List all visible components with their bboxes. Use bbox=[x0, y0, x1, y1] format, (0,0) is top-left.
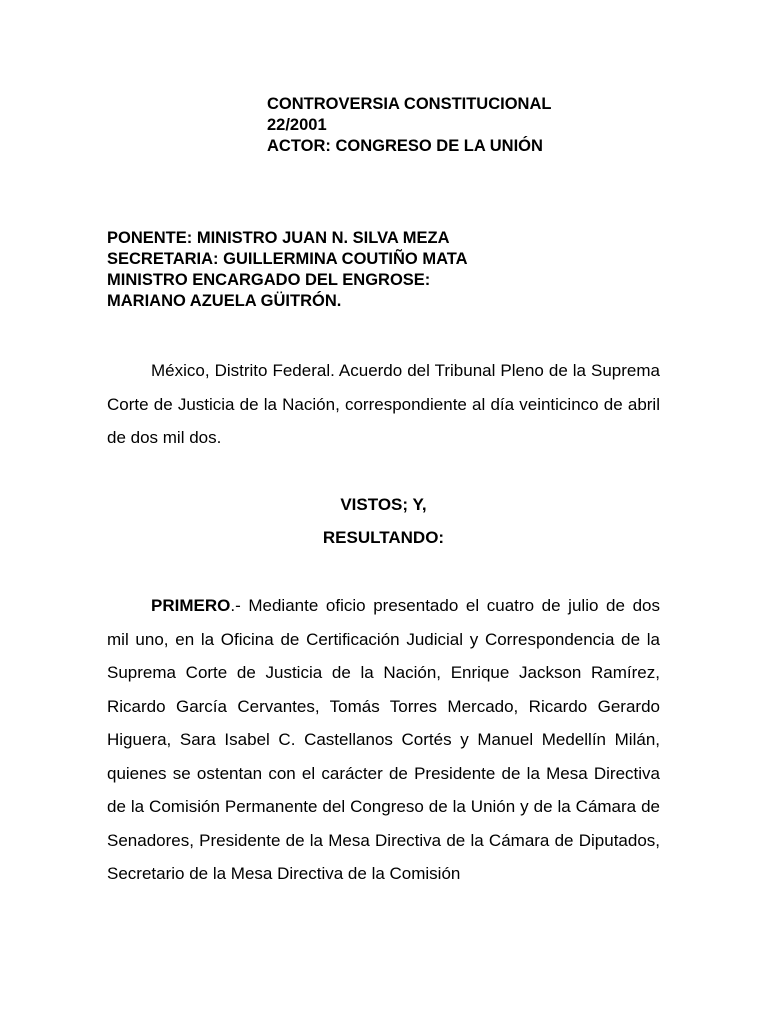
case-header bbox=[267, 94, 707, 157]
engrose-name: MARIANO AZUELA GÜITRÓN. bbox=[107, 292, 342, 310]
case-actor: ACTOR: CONGRESO DE LA UNIÓN bbox=[267, 137, 543, 155]
primero-text: .- Mediante oficio presentado el cuatro de julio de dos mil uno, en la Oficina de Certificación Judicial y Correspondencia de la Suprema Corte de Justicia de la Nación, Enrique Jackson Ramírez, Ricardo García Cervantes, Tomás Torres Mercado, Ricardo Gerardo Higuera, Sara Isabel C. Castellanos Cortés y Manuel Medellín Milán, quienes se ostentan con el carácter de Presidente de la Mesa Directiva de la Comisión Permanente del Congreso de la Unión y de la Cámara de Senadores, Presidente de la Mesa Directiva de la Cámara de Diputados, Secretario de la Mesa Directiva de la Comisión bbox=[107, 596, 660, 883]
case-number: 22/2001 bbox=[267, 116, 327, 134]
primero-label: PRIMERO bbox=[151, 596, 231, 615]
case-type: CONTROVERSIA CONSTITUCIONAL bbox=[267, 95, 552, 113]
resultando-heading: RESULTANDO: bbox=[322, 528, 445, 547]
ponente-block bbox=[107, 228, 667, 312]
intro-paragraph: México, Distrito Federal. Acuerdo del Tribunal Pleno de la Suprema Corte de Justicia de la Nación, correspondiente al día veinticinco de abril de dos mil dos. bbox=[107, 361, 660, 447]
vistos-heading: VISTOS; Y, bbox=[340, 495, 427, 514]
primero-paragraph bbox=[107, 589, 660, 891]
engrose-label: MINISTRO ENCARGADO DEL ENGROSE: bbox=[107, 271, 431, 289]
secretaria-line: SECRETARIA: GUILLERMINA COUTIÑO MATA bbox=[107, 250, 468, 268]
ponente-line: PONENTE: MINISTRO JUAN N. SILVA MEZA bbox=[107, 229, 450, 247]
